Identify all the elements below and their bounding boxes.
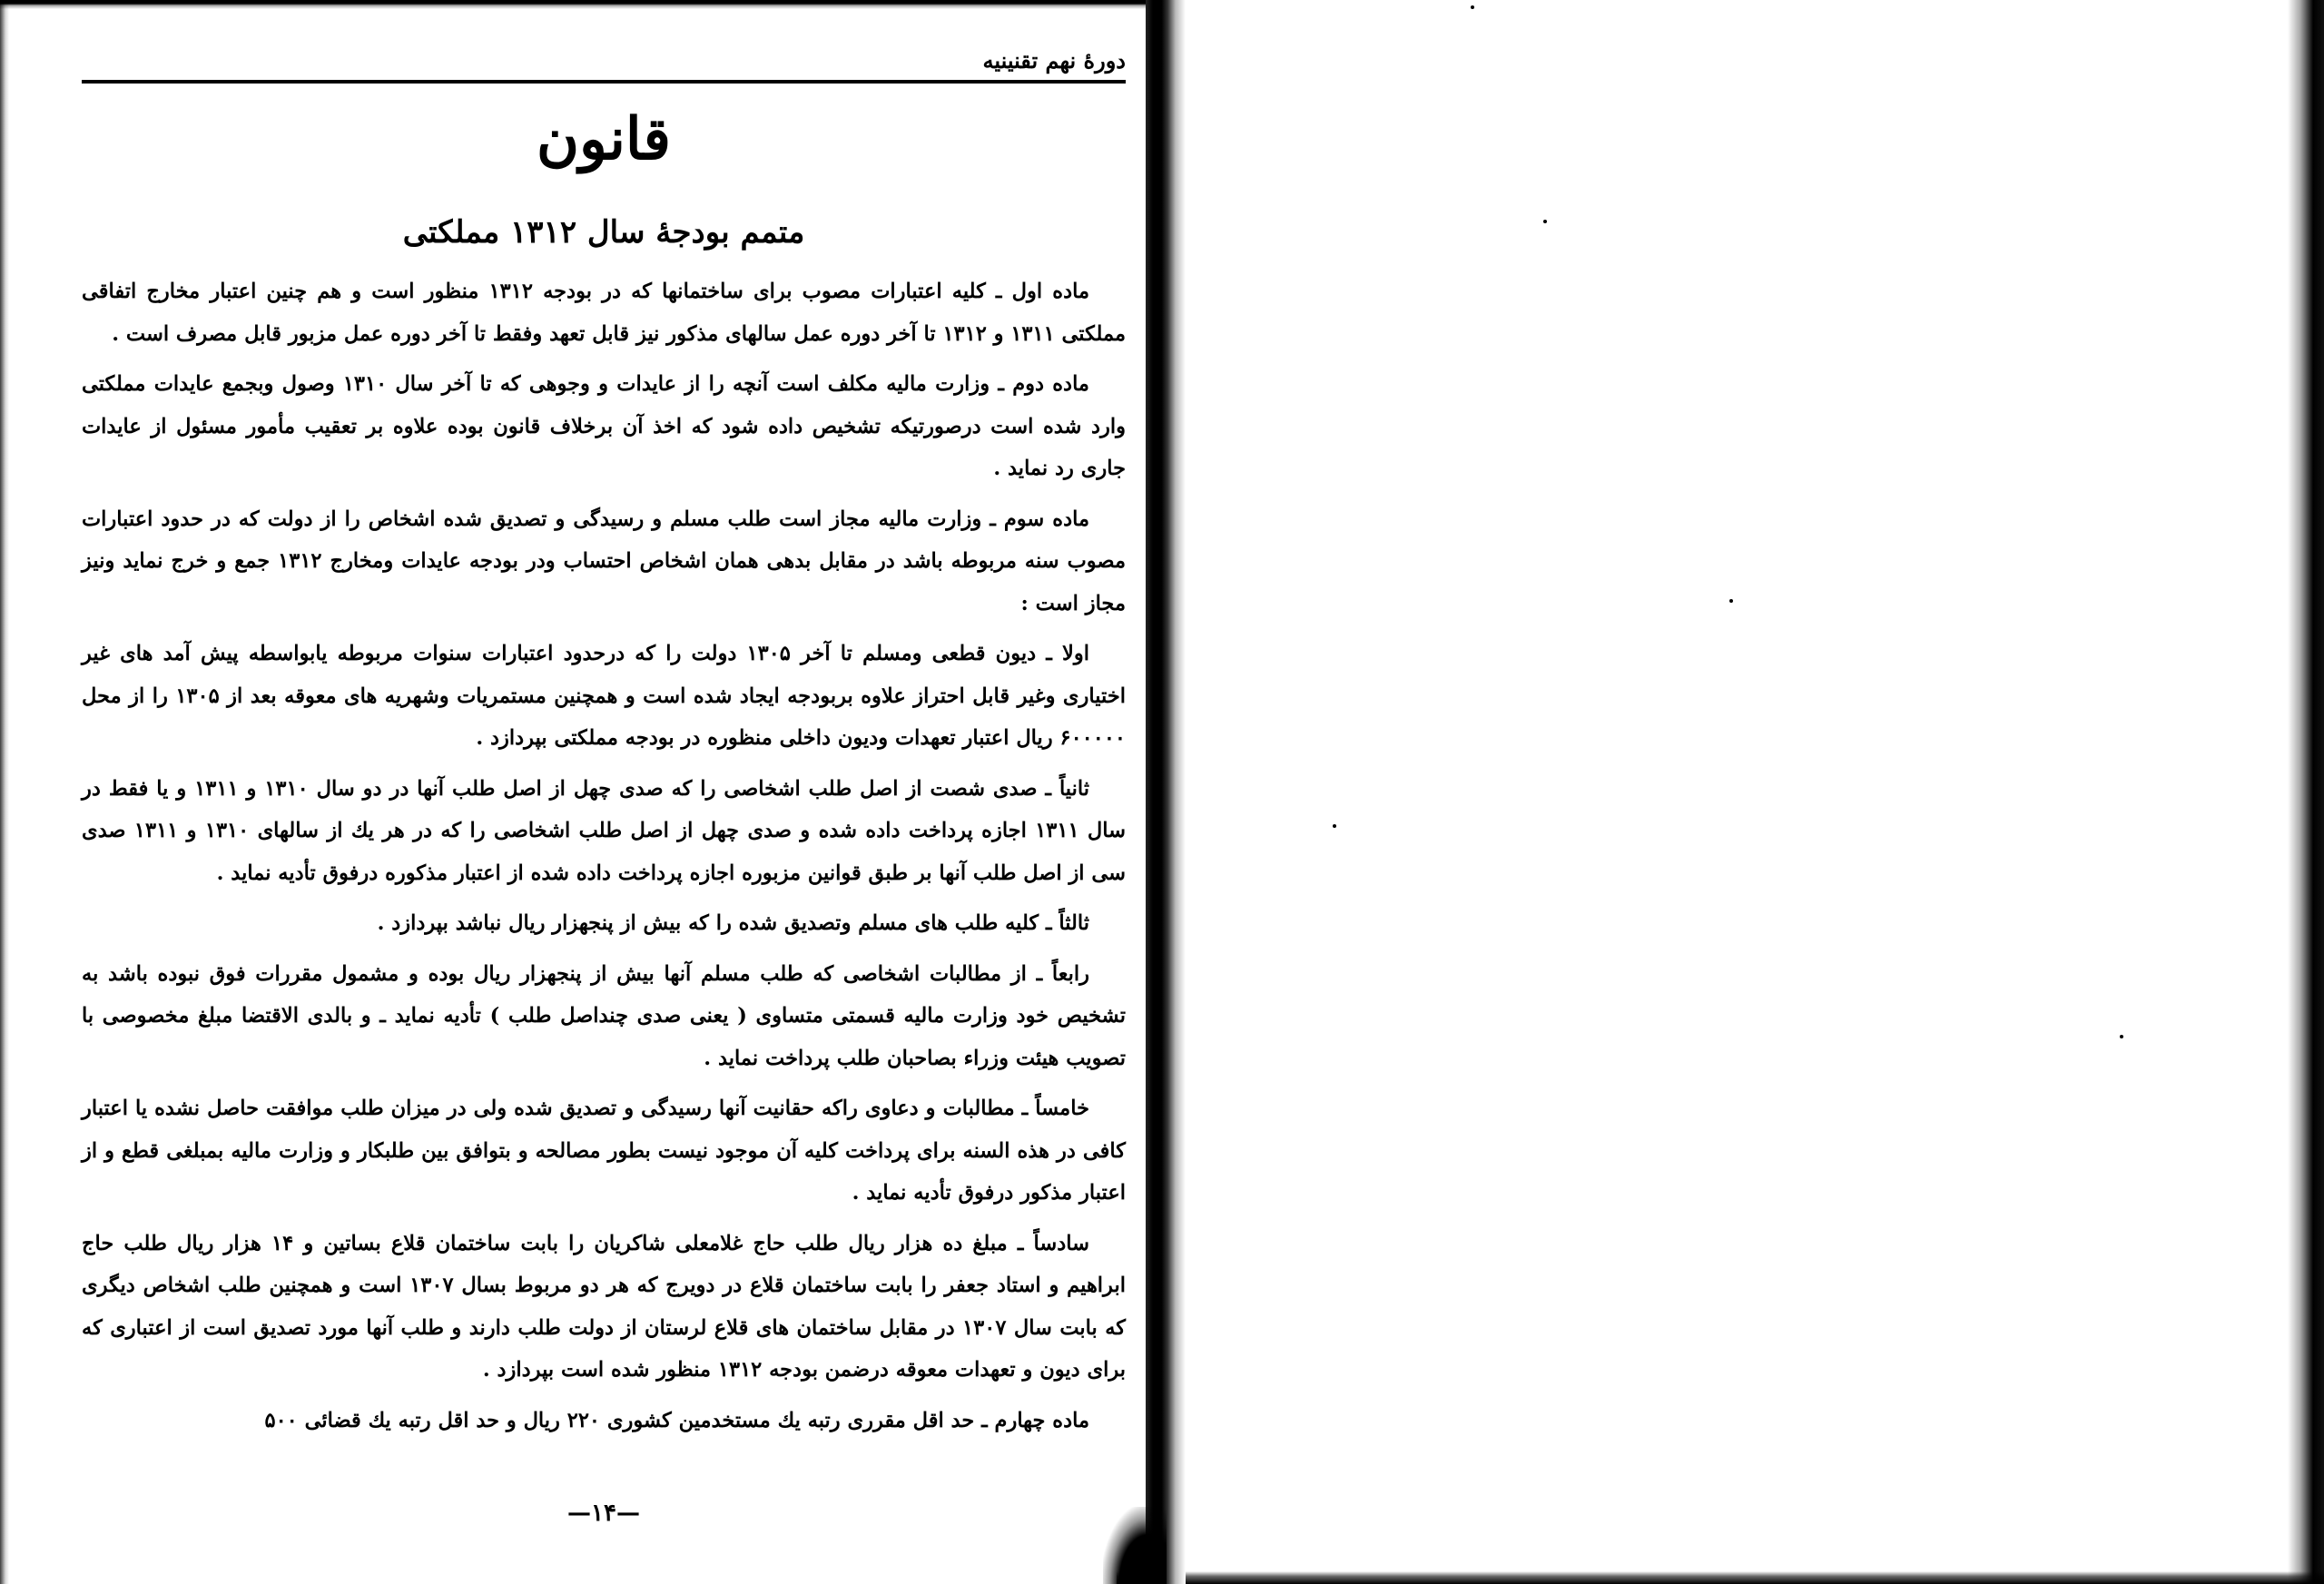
paragraph-clause-4: رابعاً ـ از مطالبات اشخاصی که طلب مسلم آنها بیش از پنجهزار ریال بوده و مشمول مقررات فوق نبوده باشد به تشخیص خود وزارت مالیه قسمتی متساوی ( یعنی صدی چنداصل طلب ) تأدیه نماید ـ و بالدی الاقتضا مبلغ مخصوصی با تصویب هیئت وزراء بصاحبان طلب پرداخت نماید . — [82, 961, 1126, 1070]
paragraph-clause-6: سادساً ـ مبلغ ده هزار ریال طلب حاج غلامعلی شاکریان را بابت ساختمان قلاع بساتین و ۱۴ هزار ریال طلب حاج ابراهیم و استاد جعفر را بابت ساختمان قلاع در دویرج که هر دو مربوط بسال ۱۳۰۷ است و همچنین طلب اشخاص دیگری که بابت سال ۱۳۰۷ در مقابل ساختمان های قلاع لرستان از دولت طلب دارند و طلب آنها مورد تصدیق است از اعتباری که برای دیون و تعهدات معوقه درضمن بودجه ۱۳۱۲ منظور شده است بپردازد . — [82, 1231, 1126, 1382]
document-title: قانون — [537, 105, 671, 173]
scan-edge-bottom — [1117, 1571, 2324, 1584]
paragraph-article-4: ماده چهارم ـ حد اقل مقرری رتبه یك مستخدمین کشوری ۲۲۰ ریال و حد اقل رتبه یك قضائی ۵۰۰ — [264, 1408, 1089, 1432]
page-number: —۱۴— — [567, 1500, 640, 1527]
left-page — [82, 27, 1126, 1570]
paragraph-article-2: ماده دوم ـ وزارت مالیه مکلف است آنچه را از عایدات و وجوهی که تا آخر سال ۱۳۱۰ وصول وبجمع عایدات مملکتی وارد شده است درصورتیکه تشخیص داده شود که اخذ آن برخلاف قانون بوده علاوه بر تعقیب مأمور مسئول از عایدات جاری رد نماید . — [82, 372, 1126, 480]
scan-speck — [1333, 824, 1336, 828]
scan-speck — [1729, 599, 1733, 603]
document-body — [82, 271, 1126, 1450]
scan-edge-right — [2288, 0, 2324, 1584]
scan-speck — [1471, 5, 1474, 9]
paragraph-clause-3: ثالثاً ـ کلیه طلب های مسلم وتصدیق شده را که بیش از پنجهزار ریال نباشد بپردازد . — [377, 911, 1089, 935]
running-head: دورهٔ نهم تقنینیه — [982, 47, 1126, 74]
scan-speck — [2120, 1035, 2123, 1038]
paragraph-clause-2: ثانیاً ـ صدی شصت از اصل طلب اشخاصی را که صدی چهل از اصل طلب آنها در دو سال ۱۳۱۰ و ۱۳۱۱ و یا فقط در سال ۱۳۱۱ اجازه پرداخت داده شده و صدی چهل از اصل طلب اشخاصی را که در هر یك از سالهای ۱۳۱۰ و ۱۳۱۱ صدی سی از اصل طلب آنها بر طبق قوانین مزبوره اجازه پرداخت داده شده از اعتبار مذکوره درفوق تأدیه نماید . — [82, 776, 1126, 885]
scan-edge-top — [0, 0, 1171, 9]
paragraph-article-3: ماده سوم ـ وزارت مالیه مجاز است طلب مسلم و رسیدگی و تصدیق شده اشخاص را از دولت که در حدود اعتبارات مصوب سنه مربوطه باشد در مقابل بدهی همان اشخاص احتساب ودر بودجه عایدات ومخارج ۱۳۱۲ جمع و خرج نماید ونیز مجاز است : — [82, 507, 1126, 615]
paragraph-article-1: ماده اول ـ کلیه اعتبارات مصوب برای ساختمانها که در بودجه ۱۳۱۲ منظور است و هم چنین اعتبار مخارج اتفاقی مملکتی ۱۳۱۱ و ۱۳۱۲ تا آخر دوره عمل سالهای مذکور نیز قابل تعهد وفقط تا آخر دوره عمل مزبور قابل مصرف است . — [82, 280, 1126, 346]
document-subtitle: متمم بودجهٔ سال ۱۳۱۲ مملکتی — [402, 214, 805, 251]
paragraph-clause-1: اولا ـ دیون قطعی ومسلم تا آخر ۱۳۰۵ دولت را که درحدود اعتبارات سنوات مربوطه یابواسطه پیش آمد های غیر اختیاری وغیر قابل احتراز علاوه بربودجه ایجاد شده است و همچنین مستمریات وشهریه های معوقه بعد از ۱۳۰۵ را از محل ۶۰۰۰۰۰ ریال اعتبار تعهدات ودیون داخلی منظوره در بودجه مملکتی بپردازد . — [82, 642, 1126, 750]
header-rule — [82, 80, 1126, 84]
paragraph-clause-5: خامساً ـ مطالبات و دعاوی راکه حقانیت آنها رسیدگی و تصدیق شده ولی در میزان طلب موافقت حاصل نشده یا اعتبار کافی در هذه السنه برای پرداخت کلیه آن موجود نیست بطور مصالحه و بتوافق بین طلبکار و وزارت مالیه بمبلغی قطع و از اعتبار مذکور درفوق تأدیه نماید . — [82, 1097, 1126, 1205]
scan-edge-left — [0, 0, 9, 1584]
scan-speck — [1543, 220, 1547, 223]
book-spine-shadow — [1146, 0, 1186, 1584]
